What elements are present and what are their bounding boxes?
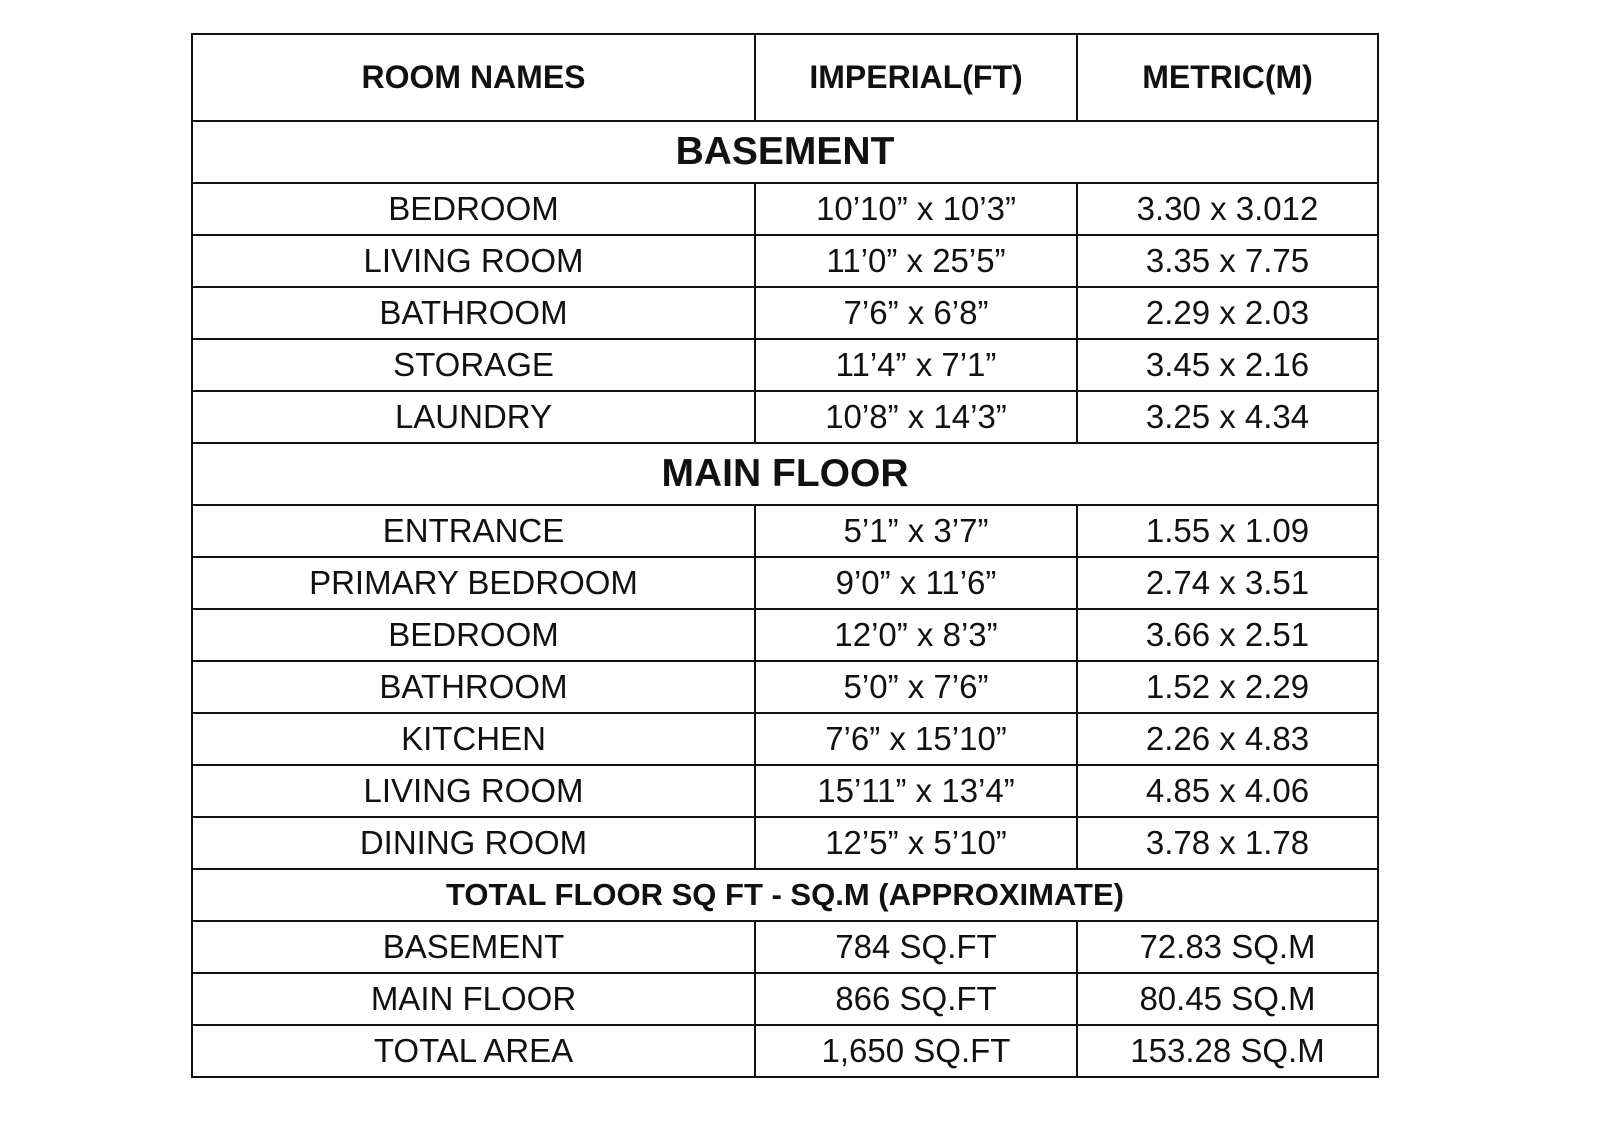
table-row — [192, 287, 1378, 339]
imperial-dimension: 10’10” x 10’3” — [755, 183, 1077, 235]
metric-dimension: 3.35 x 7.75 — [1077, 235, 1378, 287]
table-row — [192, 183, 1378, 235]
metric-dimension: 153.28 SQ.M — [1077, 1025, 1378, 1077]
table-row — [192, 921, 1378, 973]
imperial-dimension: 784 SQ.FT — [755, 921, 1077, 973]
metric-dimension: 1.52 x 2.29 — [1077, 661, 1378, 713]
table-row — [192, 1025, 1378, 1077]
main-floor-section-title: MAIN FLOOR — [192, 443, 1378, 505]
imperial-dimension: 7’6” x 6’8” — [755, 287, 1077, 339]
metric-dimension: 4.85 x 4.06 — [1077, 765, 1378, 817]
room-name: ENTRANCE — [192, 505, 755, 557]
metric-dimension: 3.25 x 4.34 — [1077, 391, 1378, 443]
imperial-dimension: 9’0” x 11’6” — [755, 557, 1077, 609]
section-row — [192, 869, 1378, 921]
imperial-dimension: 11’0” x 25’5” — [755, 235, 1077, 287]
room-name: BEDROOM — [192, 609, 755, 661]
metric-dimension: 80.45 SQ.M — [1077, 973, 1378, 1025]
section-row — [192, 121, 1378, 183]
metric-dimension: 1.55 x 1.09 — [1077, 505, 1378, 557]
table-row — [192, 339, 1378, 391]
table-body — [192, 121, 1378, 1077]
metric-dimension: 3.66 x 2.51 — [1077, 609, 1378, 661]
imperial-dimension: 12’5” x 5’10” — [755, 817, 1077, 869]
room-name: BASEMENT — [192, 921, 755, 973]
imperial-dimension: 5’1” x 3’7” — [755, 505, 1077, 557]
room-name: TOTAL AREA — [192, 1025, 755, 1077]
room-name: BATHROOM — [192, 287, 755, 339]
table-row — [192, 661, 1378, 713]
imperial-dimension: 11’4” x 7’1” — [755, 339, 1077, 391]
metric-dimension: 3.45 x 2.16 — [1077, 339, 1378, 391]
header-row — [192, 34, 1378, 121]
totals-section-title: TOTAL FLOOR SQ FT - SQ.M (APPROXIMATE) — [192, 869, 1378, 921]
header-room-names: ROOM NAMES — [192, 34, 755, 121]
table-row — [192, 973, 1378, 1025]
table-row — [192, 505, 1378, 557]
table-row — [192, 235, 1378, 287]
metric-dimension: 2.29 x 2.03 — [1077, 287, 1378, 339]
basement-section-title: BASEMENT — [192, 121, 1378, 183]
imperial-dimension: 5’0” x 7’6” — [755, 661, 1077, 713]
room-name: LAUNDRY — [192, 391, 755, 443]
room-name: LIVING ROOM — [192, 235, 755, 287]
imperial-dimension: 12’0” x 8’3” — [755, 609, 1077, 661]
metric-dimension: 2.26 x 4.83 — [1077, 713, 1378, 765]
table-row — [192, 817, 1378, 869]
imperial-dimension: 7’6” x 15’10” — [755, 713, 1077, 765]
room-name: MAIN FLOOR — [192, 973, 755, 1025]
imperial-dimension: 15’11” x 13’4” — [755, 765, 1077, 817]
section-row — [192, 443, 1378, 505]
room-name: KITCHEN — [192, 713, 755, 765]
metric-dimension: 3.78 x 1.78 — [1077, 817, 1378, 869]
metric-dimension: 3.30 x 3.012 — [1077, 183, 1378, 235]
header-imperial: IMPERIAL(FT) — [755, 34, 1077, 121]
metric-dimension: 72.83 SQ.M — [1077, 921, 1378, 973]
room-name: STORAGE — [192, 339, 755, 391]
imperial-dimension: 866 SQ.FT — [755, 973, 1077, 1025]
room-dimensions-table — [191, 33, 1379, 1078]
metric-dimension: 2.74 x 3.51 — [1077, 557, 1378, 609]
imperial-dimension: 10’8” x 14’3” — [755, 391, 1077, 443]
room-name: PRIMARY BEDROOM — [192, 557, 755, 609]
table-row — [192, 609, 1378, 661]
table-row — [192, 713, 1378, 765]
room-name: LIVING ROOM — [192, 765, 755, 817]
table-row — [192, 765, 1378, 817]
room-name: BEDROOM — [192, 183, 755, 235]
table-row — [192, 557, 1378, 609]
room-name: BATHROOM — [192, 661, 755, 713]
header-metric: METRIC(M) — [1077, 34, 1378, 121]
imperial-dimension: 1,650 SQ.FT — [755, 1025, 1077, 1077]
table-row — [192, 391, 1378, 443]
room-name: DINING ROOM — [192, 817, 755, 869]
